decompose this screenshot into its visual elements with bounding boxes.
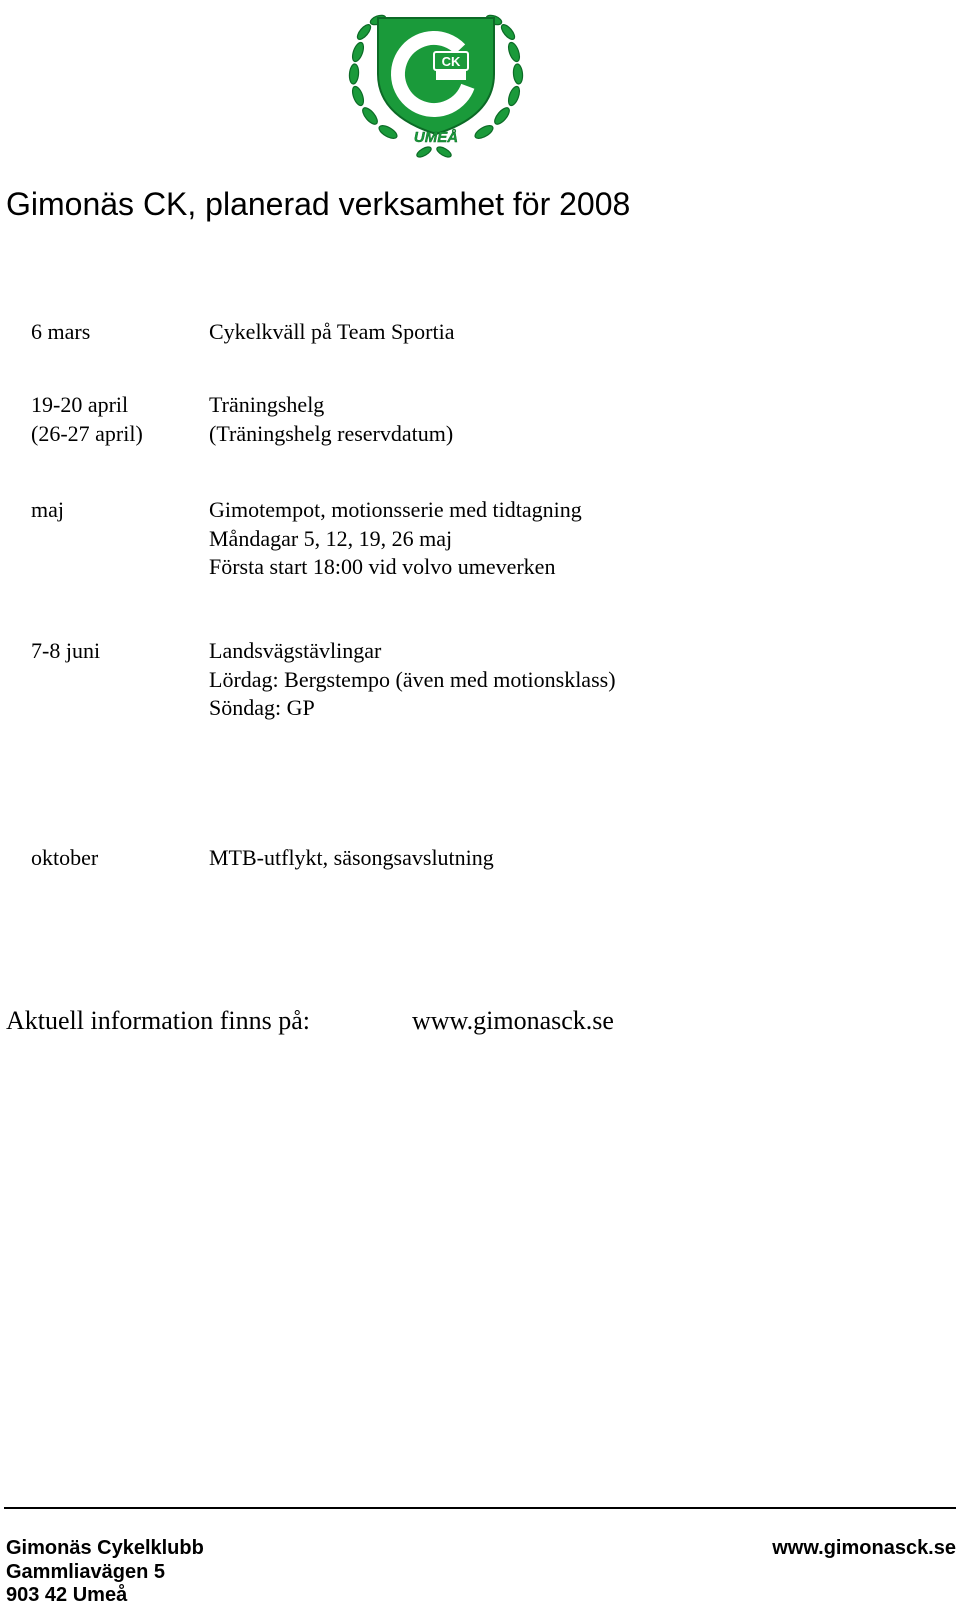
schedule-date — [31, 391, 143, 448]
desc-line: Träningshelg — [209, 392, 325, 417]
schedule-description — [209, 844, 494, 873]
footer-street: Gammliavägen 5 — [6, 1560, 165, 1583]
club-logo — [336, 4, 536, 164]
desc-line: MTB-utflykt, säsongsavslutning — [209, 845, 494, 870]
logo-city-text: UMEÅ — [413, 129, 459, 146]
footer-website-link[interactable]: www.gimonasck.se — [772, 1537, 956, 1559]
logo-ck-letters: CK — [441, 54, 461, 69]
desc-line: Gimotempot, motionsserie med tidtagning — [209, 497, 582, 522]
desc-line: Första start 18:00 vid volvo umeverken — [209, 554, 556, 579]
desc-line: Cykelkväll på Team Sportia — [209, 319, 455, 344]
schedule-date — [31, 637, 100, 666]
footer-club-name: Gimonäs Cykelklubb — [6, 1537, 204, 1559]
page-title: Gimonäs CK, planerad verksamhet för 2008 — [6, 186, 631, 222]
date-line: 19-20 april — [31, 392, 129, 417]
desc-line: Måndagar 5, 12, 19, 26 maj — [209, 525, 453, 551]
footer-divider — [4, 1507, 956, 1509]
date-line: 7-8 juni — [31, 638, 101, 663]
schedule-description — [209, 496, 582, 582]
schedule-date — [31, 496, 64, 525]
info-line — [6, 1006, 614, 1036]
schedule-date — [31, 844, 98, 873]
schedule-description — [209, 318, 455, 347]
date-line: oktober — [31, 845, 99, 870]
footer-city: 903 42 Umeå — [6, 1584, 128, 1606]
info-label: Aktuell information finns på: — [6, 1006, 311, 1035]
date-line: (26-27 april) — [31, 420, 143, 446]
desc-line: Lördag: Bergstempo (även med motionsklass) — [209, 666, 616, 692]
schedule-date — [31, 318, 90, 347]
schedule-description — [209, 391, 453, 448]
footer-address — [6, 1537, 204, 1608]
info-website-link[interactable]: www.gimonasck.se — [412, 1006, 614, 1035]
desc-line: Landsvägstävlingar — [209, 638, 382, 663]
desc-line: Söndag: GP — [209, 695, 315, 720]
date-line: 6 mars — [31, 319, 91, 344]
schedule-description — [209, 637, 616, 723]
date-line: maj — [31, 497, 64, 522]
desc-line: (Träningshelg reservdatum) — [209, 420, 454, 446]
